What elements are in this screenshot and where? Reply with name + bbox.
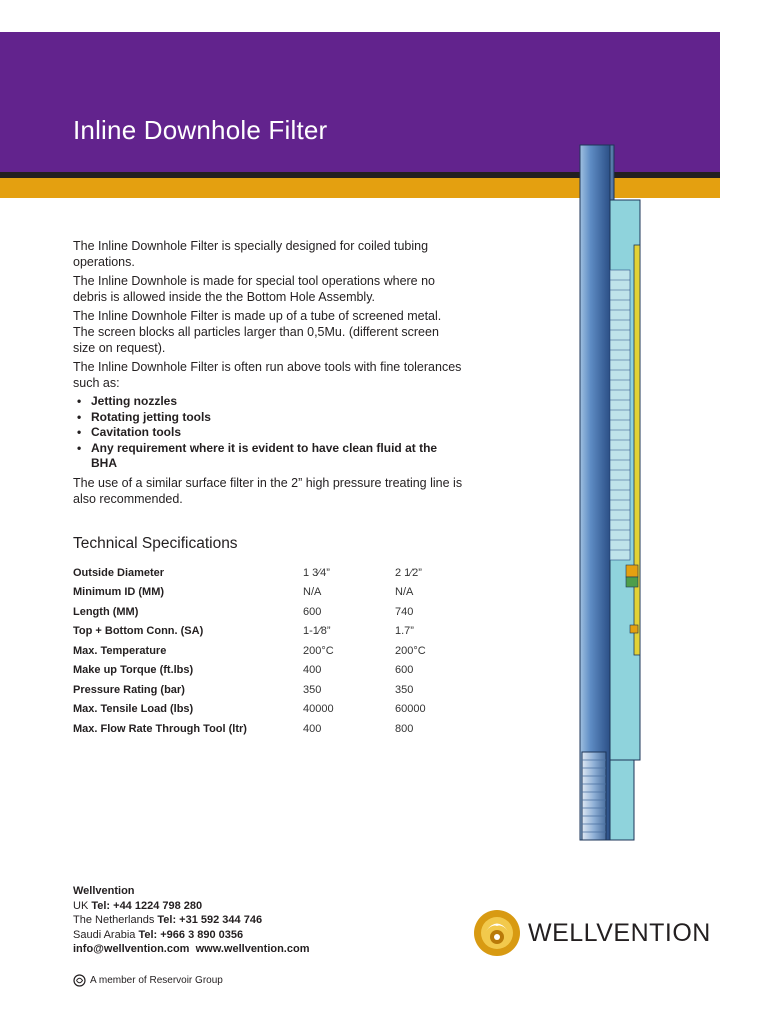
spec-label: Length (MM) bbox=[73, 605, 139, 618]
spec-value: 1 3⁄4” bbox=[303, 566, 330, 579]
intro-paragraph: The Inline Downhole is made for special tool operations where no debris is allowed inside the the Bottom Hole Assembly. bbox=[73, 274, 436, 304]
member-text: A member of Reservoir Group bbox=[90, 975, 223, 986]
spec-value: 40000 bbox=[303, 703, 334, 716]
table-row bbox=[73, 602, 475, 622]
spec-value: N/A bbox=[303, 586, 322, 599]
spec-label: Outside Diameter bbox=[73, 566, 165, 579]
page-title: Inline Downhole Filter bbox=[73, 115, 328, 145]
seal-orange-lower bbox=[630, 625, 638, 633]
spec-value: 1-1⁄8” bbox=[303, 625, 331, 638]
table-row bbox=[73, 680, 475, 700]
spec-value: 200°C bbox=[395, 644, 426, 657]
wellvention-logo[interactable] bbox=[472, 908, 711, 958]
sa-label: Saudi Arabia bbox=[73, 928, 136, 941]
spec-value: 800 bbox=[395, 722, 414, 735]
intro-paragraph: The use of a similar surface filter in the 2” high pressure treating line is also recommended. bbox=[73, 475, 463, 506]
spec-value: 600 bbox=[303, 605, 322, 618]
spec-value: 400 bbox=[303, 722, 322, 735]
company-name: Wellvention bbox=[73, 885, 135, 897]
list-item: • Jetting nozzles bbox=[91, 394, 463, 410]
bottom-connection bbox=[582, 752, 606, 840]
nl-label: The Netherlands bbox=[73, 914, 155, 926]
table-row bbox=[73, 661, 475, 681]
website-link[interactable]: www.wellvention.com bbox=[195, 943, 310, 955]
screen-mesh bbox=[610, 270, 630, 560]
tools-list bbox=[73, 394, 463, 472]
spec-value: 400 bbox=[303, 664, 322, 677]
spec-value: N/A bbox=[395, 586, 414, 599]
spec-label: Max. Temperature bbox=[73, 644, 167, 657]
lower-cross-section bbox=[610, 760, 634, 840]
email-link[interactable]: info@wellvention.com bbox=[73, 943, 190, 955]
spec-label: Make up Torque (ft.lbs) bbox=[73, 664, 194, 677]
sa-phone[interactable]: Tel: +966 3 890 0356 bbox=[138, 928, 244, 941]
table-row bbox=[73, 719, 475, 739]
intro-paragraph: The Inline Downhole Filter is specially designed for coiled tubing operations. bbox=[73, 239, 429, 269]
intro-paragraph: The Inline Downhole Filter is made up of a tube of screened metal. The screen blocks all particles larger than 0,5Mu. (different screen size on request). bbox=[73, 309, 442, 355]
reservoir-group-icon bbox=[73, 974, 86, 987]
outer-sleeve bbox=[634, 245, 640, 655]
table-row bbox=[73, 622, 475, 642]
logo-text: WELLVENTION bbox=[528, 918, 711, 947]
spec-label: Pressure Rating (bar) bbox=[73, 683, 185, 696]
seal-orange bbox=[626, 565, 638, 577]
spec-value: 60000 bbox=[395, 703, 426, 716]
specs-title: Technical Specifications bbox=[73, 535, 238, 552]
wellvention-swirl-icon bbox=[472, 908, 522, 958]
uk-phone[interactable]: Tel: +44 1224 798 280 bbox=[91, 899, 203, 912]
spec-value: 740 bbox=[395, 605, 414, 618]
nl-phone[interactable]: Tel: +31 592 344 746 bbox=[157, 914, 263, 926]
table-row bbox=[73, 583, 475, 603]
list-item: • Rotating jetting tools bbox=[91, 410, 463, 426]
table-row bbox=[73, 700, 475, 720]
filter-tool-illustration bbox=[570, 140, 650, 852]
seal-green bbox=[626, 577, 638, 587]
spec-value: 600 bbox=[395, 664, 414, 677]
table-row bbox=[73, 641, 475, 661]
spec-label: Minimum ID (MM) bbox=[73, 586, 165, 599]
spec-value: 200°C bbox=[303, 644, 334, 657]
spec-label: Max. Tensile Load (lbs) bbox=[73, 703, 194, 716]
spec-value: 350 bbox=[303, 683, 322, 696]
spec-value: 1.7” bbox=[395, 625, 414, 638]
table-row bbox=[73, 563, 475, 583]
spec-label: Max. Flow Rate Through Tool (ltr) bbox=[73, 722, 247, 735]
specs-table bbox=[73, 563, 475, 739]
spec-label: Top + Bottom Conn. (SA) bbox=[73, 625, 204, 638]
spec-value: 2 1⁄2” bbox=[395, 566, 422, 579]
spec-value: 350 bbox=[395, 683, 414, 696]
list-item: • Cavitation tools bbox=[91, 425, 463, 441]
member-note bbox=[73, 974, 223, 987]
tool-body bbox=[580, 145, 610, 840]
uk-label: UK bbox=[73, 899, 89, 912]
list-item: • Any requirement where it is evident to have clean fluid at the BHA bbox=[91, 441, 463, 472]
contact-block bbox=[73, 884, 309, 957]
intro-text bbox=[73, 238, 463, 510]
intro-paragraph: The Inline Downhole Filter is often run above tools with fine tolerances such as: bbox=[73, 360, 462, 390]
